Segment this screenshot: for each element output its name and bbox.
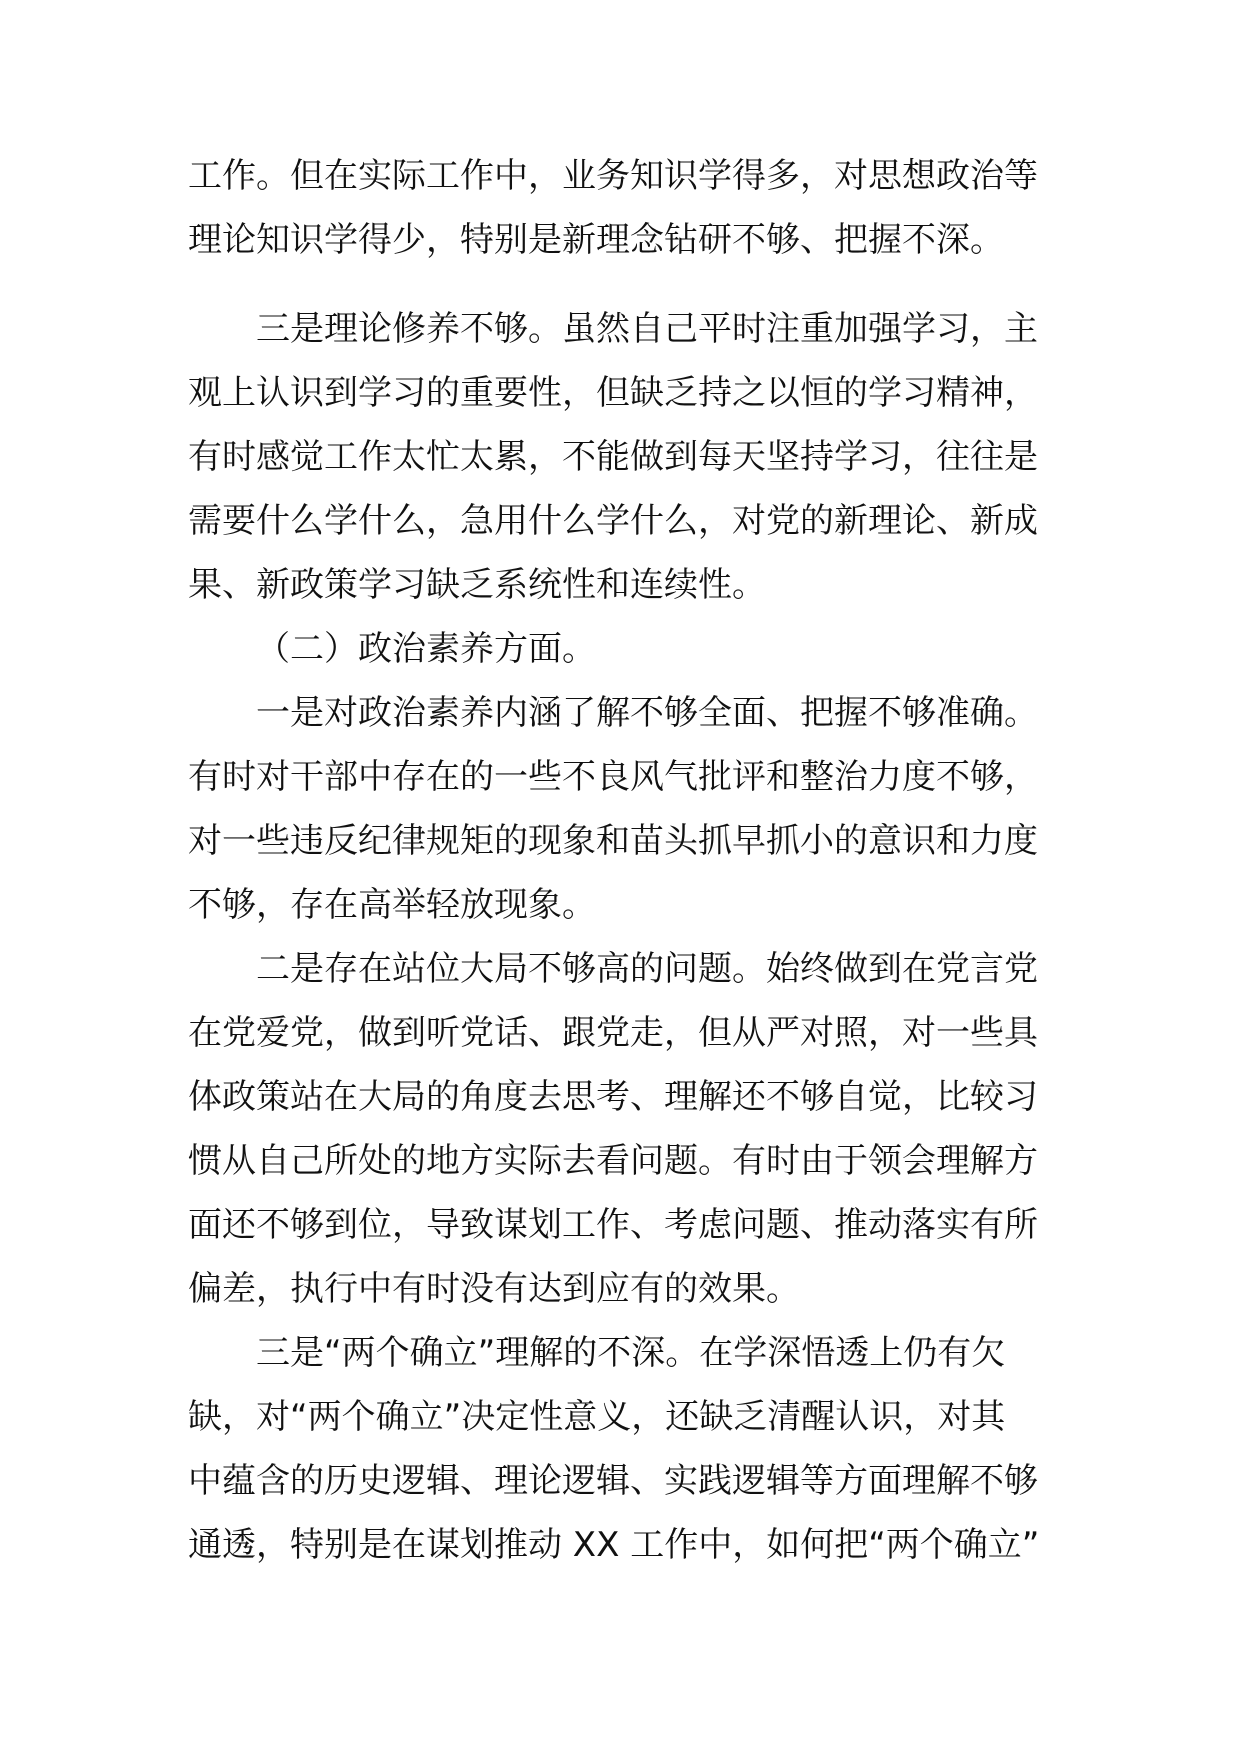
text-line: 惯从自己所处的地方实际去看问题。有时由于领会理解方	[188, 1141, 1038, 1181]
text-line: 工作。但在实际工作中，业务知识学得多，对思想政治等	[188, 156, 1038, 196]
text-line: 理论知识学得少，特别是新理念钻研不够、把握不深。	[188, 220, 1004, 260]
text-line: 面还不够到位，导致谋划工作、考虑问题、推动落实有所	[188, 1205, 1038, 1245]
text-line: 在党爱党，做到听党话、跟党走，但从严对照，对一些具	[188, 1013, 1038, 1053]
text-line: 对一些违反纪律规矩的现象和苗头抓早抓小的意识和力度	[188, 821, 1038, 861]
text-line: 需要什么学什么，急用什么学什么，对党的新理论、新成	[188, 501, 1038, 541]
text-line: 有时对干部中存在的一些不良风气批评和整治力度不够，	[188, 757, 1038, 797]
text-line: 果、新政策学习缺乏系统性和连续性。	[188, 565, 766, 605]
text-line: 观上认识到学习的重要性，但缺乏持之以恒的学习精神，	[188, 373, 1038, 413]
paragraph-first-line: 二是存在站位大局不够高的问题。始终做到在党言党	[256, 949, 1038, 989]
paragraph-first-line: 三是“两个确立”理解的不深。在学深悟透上仍有欠	[256, 1333, 1006, 1373]
text-line: 通透，特别是在谋划推动 XX 工作中，如何把“两个确立”	[188, 1525, 1040, 1565]
text-line: 偏差，执行中有时没有达到应有的效果。	[188, 1269, 800, 1309]
text-line: 缺，对“两个确立”决定性意义，还缺乏清醒认识，对其	[188, 1397, 1006, 1437]
text-line: 不够，存在高举轻放现象。	[188, 885, 596, 925]
text-line: 中蕴含的历史逻辑、理论逻辑、实践逻辑等方面理解不够	[188, 1461, 1038, 1501]
text-line: 体政策站在大局的角度去思考、理解还不够自觉，比较习	[188, 1077, 1038, 1117]
text-line: 有时感觉工作太忙太累，不能做到每天坚持学习，往往是	[188, 437, 1038, 477]
paragraph-first-line: 一是对政治素养内涵了解不够全面、把握不够准确。	[256, 693, 1038, 733]
section-heading: （二）政治素养方面。	[256, 629, 596, 669]
paragraph-first-line: 三是理论修养不够。虽然自己平时注重加强学习，主	[256, 309, 1038, 349]
